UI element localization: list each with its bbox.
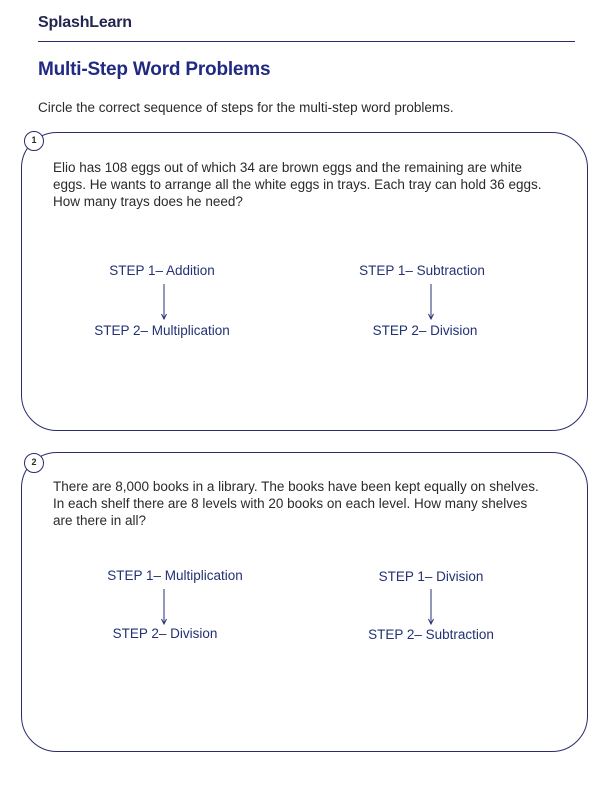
problem-2-option-b-step-2[interactable]: STEP 2– Subtraction: [368, 627, 494, 642]
problem-1-option-b-step-2[interactable]: STEP 2– Division: [372, 323, 478, 338]
brand-logo: SplashLearn: [38, 14, 132, 31]
problem-2-option-a-step-1[interactable]: STEP 1– Multiplication: [107, 568, 243, 583]
problem-1-option-a-step-2[interactable]: STEP 2– Multiplication: [94, 323, 230, 338]
problem-2-option-a-step-2[interactable]: STEP 2– Division: [112, 626, 218, 641]
problem-2-option-b-step-1[interactable]: STEP 1– Division: [378, 569, 484, 584]
problem-1-option-a-step-1[interactable]: STEP 1– Addition: [109, 263, 215, 278]
problem-1-option-a-arrow-icon: [159, 284, 169, 320]
problem-2-option-a-arrow-icon: [159, 589, 169, 625]
problem-1-option-b-step-1[interactable]: STEP 1– Subtraction: [359, 263, 485, 278]
instructions: Circle the correct sequence of steps for the multi-step word problems.: [38, 100, 454, 115]
problem-2-text: There are 8,000 books in a library. The books have been kept equally on shelves. In each shelf there are 8 levels with 20 books on each level. How many shelves are there in all?: [53, 479, 539, 528]
problem-number-badge-2: 2: [24, 453, 44, 473]
page-title: Multi-Step Word Problems: [38, 59, 271, 80]
problem-number-badge-1: 1: [24, 131, 44, 151]
header-divider: [38, 41, 575, 42]
problem-1-text: Elio has 108 eggs out of which 34 are brown eggs and the remaining are white eggs. He wants to arrange all the white eggs in trays. Each tray can hold 36 eggs. How many trays does he need?: [53, 160, 542, 209]
problem-2-option-b-arrow-icon: [426, 589, 436, 625]
problem-1-option-b-arrow-icon: [426, 284, 436, 320]
